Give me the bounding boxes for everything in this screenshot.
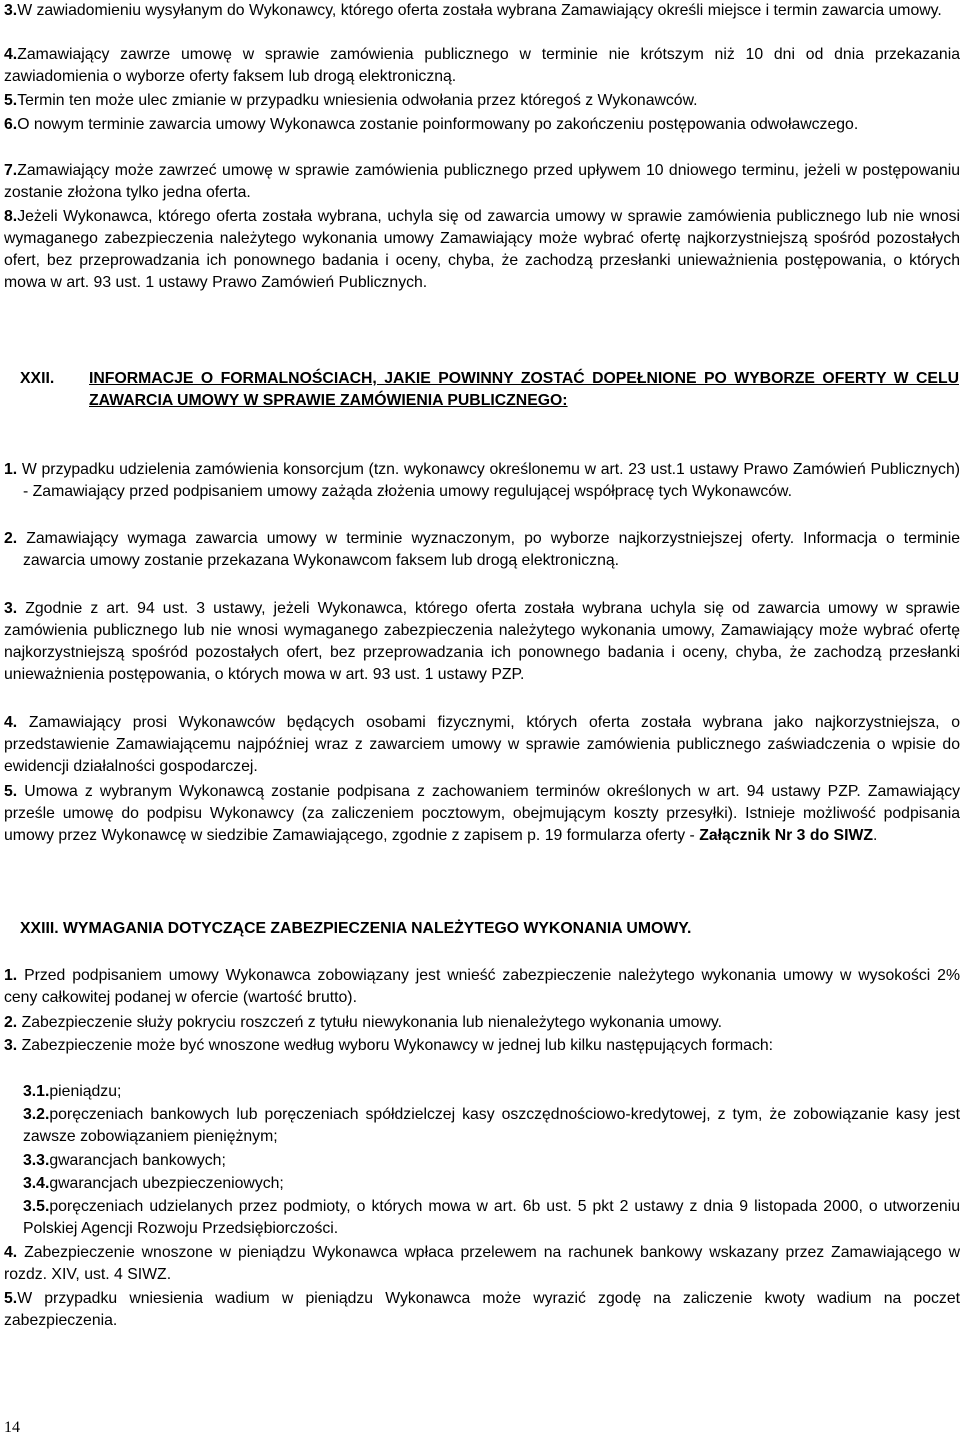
- xxiii-item-3-1: 3.1.pieniądzu;: [23, 1083, 122, 1100]
- xxiii-item-3-2: 3.2.poręczeniach bankowych lub poręczeniach spółdzielczej kasy oszczędnościowo-kredytowej, z tym, że zobowiązanie kasy jest zawsze zobowiązaniem pieniężnym;: [23, 1106, 960, 1145]
- paragraph-5: 5.Termin ten może ulec zmianie w przypadku wniesienia odwołania przez któregoś z Wykonawców.: [4, 92, 698, 109]
- xxiii-item-3-5: 3.5.poręczeniach udzielanych przez podmioty, o których mowa w art. 6b ust. 5 pkt 2 ustawy z dnia 9 listopada 2000, o utworzeniu Polskiej Agencji Rozwoju Przedsiębiorczości.: [23, 1198, 960, 1237]
- xxii-item-1: 1. W przypadku udzielenia zamówienia konsorcjum (tzn. wykonawcy określonemu w art. 23 ust.1 ustawy Prawo Zamówień Publicznych) - Zamawiający przed podpisaniem umowy zażąda złożenia umowy regulującej współpracę tych Wykonawców.: [4, 461, 960, 500]
- xxiii-item-3-4: 3.4.gwarancjach ubezpieczeniowych;: [23, 1175, 284, 1192]
- paragraph-3: 3.W zawiadomieniu wysyłanym do Wykonawcy, którego oferta została wybrana Zamawiający określi miejsce i termin zawarcia umowy.: [4, 2, 942, 19]
- section-xxii-title: INFORMACJE O FORMALNOŚCIACH, JAKIE POWINNY ZOSTAĆ DOPEŁNIONE PO WYBORZE OFERTY W CELU ZAWARCIA UMOWY W SPRAWIE ZAMÓWIENIA PUBLICZNEGO:: [89, 370, 959, 409]
- xxiii-item-1: 1. Przed podpisaniem umowy Wykonawca zobowiązany jest wnieść zabezpieczenie należytego wykonania umowy w wysokości 2% ceny całkowitej podanej w ofercie (wartość brutto).: [4, 967, 960, 1006]
- xxii-item-3: 3. Zgodnie z art. 94 ust. 3 ustawy, jeżeli Wykonawca, którego oferta została wybrana uchyla się od zawarcia umowy w sprawie zamówienia publicznego lub nie wnosi wymaganego zabezpieczenia należytego wykonania umowy, Zamawiający może wybrać ofertę najkorzystniejszą spośród pozostałych ofert, bez przeprowadzania ich ponownego badania i oceny, chyba, że zachodzą przesłanki unieważnienia postępowania, o których mowa w art. 93 ust. 1 ustawy PZP.: [4, 600, 960, 683]
- section-xxiii-title: XXIII. WYMAGANIA DOTYCZĄCE ZABEZPIECZENIA NALEŻYTEGO WYKONANIA UMOWY.: [20, 920, 692, 937]
- paragraph-7: 7.Zamawiający może zawrzeć umowę w sprawie zamówienia publicznego przed upływem 10 dniowego terminu, jeżeli w postępowaniu zostanie złożona tylko jedna oferta.: [4, 162, 960, 201]
- page-number: 14: [4, 1419, 20, 1436]
- paragraph-4: 4.Zamawiający zawrze umowę w sprawie zamówienia publicznego w terminie nie krótszym niż 10 dni od dnia przekazania zawiadomienia o wyborze oferty faksem lub drogą elektroniczną.: [4, 46, 960, 85]
- xxii-item-2: 2. Zamawiający wymaga zawarcia umowy w terminie wyznaczonym, po wyborze najkorzystniejszej oferty. Informacja o terminie zawarcia umowy zostanie przekazana Wykonawcom faksem lub drogą elektroniczną.: [4, 530, 960, 569]
- xxii-item-5: 5. Umowa z wybranym Wykonawcą zostanie podpisana z zachowaniem terminów określonych w art. 94 ustawy PZP. Zamawiający prześle umowę do podpisu Wykonawcy (za zaliczeniem pocztowym, obejmującym koszty przesyłki). Istnieje możliwość podpisania umowy przez Wykonawcę w siedzibie Zamawiającego, zgodnie z zapisem p. 19 formularza oferty - Załącznik Nr 3 do SIWZ.: [4, 783, 960, 844]
- xxii-item-4: 4. Zamawiający prosi Wykonawców będących osobami fizycznymi, których oferta została wybrana jako najkorzystniejsza, o przedstawienie Zamawiającemu najpóźniej wraz z zawarciem umowy w sprawie zamówienia publicznego zaświadczenia o wpisie do ewidencji działalności gospodarczej.: [4, 714, 960, 775]
- paragraph-6: 6.O nowym terminie zawarcia umowy Wykonawca zostanie poinformowany po zakończeniu postępowania odwoławczego.: [4, 116, 859, 133]
- section-xxii-number: XXII.: [20, 370, 55, 387]
- xxiii-item-3-3: 3.3.gwarancjach bankowych;: [23, 1152, 226, 1169]
- paragraph-8: 8.Jeżeli Wykonawca, którego oferta została wybrana, uchyla się od zawarcia umowy w sprawie zamówienia publicznego lub nie wnosi wymaganego zabezpieczenia należytego wykonania umowy Zamawiający może wybrać ofertę najkorzystniejszą spośród pozostałych ofert, bez przeprowadzania ich ponownego badania i oceny, chyba, że zachodzą przesłanki unieważnienia postępowania, o których mowa w art. 93 ust. 1 ustawy Prawo Zamówień Publicznych.: [4, 208, 960, 291]
- xxiii-item-4: 4. Zabezpieczenie wnoszone w pieniądzu Wykonawca wpłaca przelewem na rachunek bankowy wskazany przez Zamawiającego w rozdz. XIV, ust. 4 SIWZ.: [4, 1244, 960, 1283]
- xxiii-item-2: 2. Zabezpieczenie służy pokryciu roszczeń z tytułu niewykonania lub nienależytego wykonania umowy.: [4, 1014, 722, 1031]
- xxiii-item-5: 5.W przypadku wniesienia wadium w pieniądzu Wykonawca może wyrazić zgodę na zaliczenie kwoty wadium na poczet zabezpieczenia.: [4, 1290, 960, 1329]
- xxiii-item-3: 3. Zabezpieczenie może być wnoszone według wyboru Wykonawcy w jednej lub kilku następujących formach:: [4, 1037, 774, 1054]
